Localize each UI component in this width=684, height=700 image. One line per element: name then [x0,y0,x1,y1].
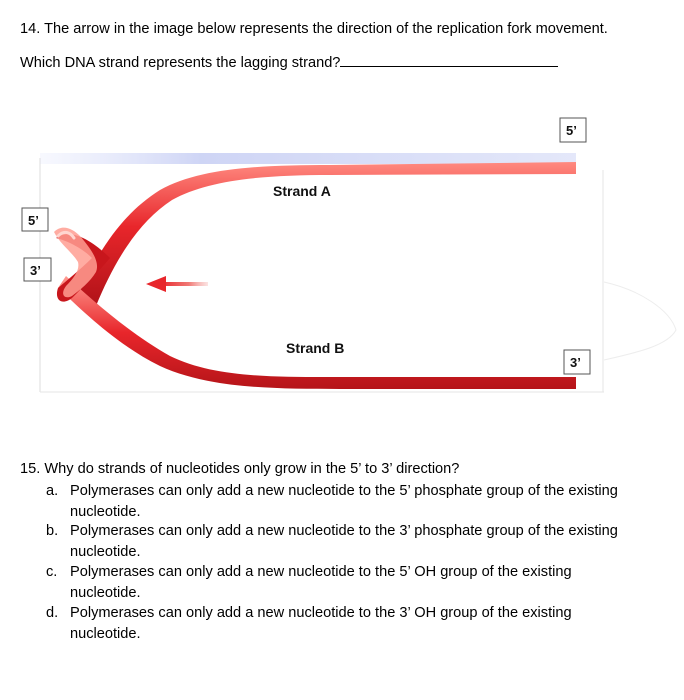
question-14-line-1: 14. The arrow in the image below represents the direction of the replication fork movement. [20,21,608,37]
option-d-line-1: Polymerases can only add a new nucleotide to the 3’ OH group of the existing [70,605,572,621]
faint-dashed-curve [604,282,676,360]
option-b-text [70,521,670,562]
option-d-line-2: nucleotide. [70,625,141,642]
option-a-line-2: nucleotide. [70,503,141,520]
option-b-line-2: nucleotide. [70,543,141,560]
option-b-line-1: Polymerases can only add a new nucleotide to the 3’ phosphate group of the existing [70,523,618,539]
arrow-head [146,276,166,292]
option-c-letter: c. [46,564,58,580]
label-bottom-right: 3’ [570,355,581,370]
option-a-text [70,481,670,522]
question-15: 15. Why do strands of nucleotides only grow in the 5’ to 3’ direction? [20,461,460,477]
label-left-top: 5’ [28,213,39,228]
strand-b [58,276,576,389]
option-a-line-1: Polymerases can only add a new nucleotide to the 5’ phosphate group of the existing [70,483,618,499]
strand-a-label: Strand A [273,183,331,199]
option-c-line-2: nucleotide. [70,584,141,601]
option-a-letter: a. [46,483,59,499]
question-14-prompt: Which DNA strand represents the lagging strand? [20,55,341,71]
option-c-line-1: Polymerases can only add a new nucleotide to the 5’ OH group of the existing [70,564,572,580]
label-top-right: 5’ [566,123,577,138]
strand-b-label: Strand B [286,340,345,356]
label-left-bottom: 3’ [30,263,41,278]
arrow-shaft [160,282,208,286]
option-d-text [70,603,670,644]
option-b-letter: b. [46,523,59,539]
option-d-letter: d. [46,605,59,621]
option-c-text [70,562,670,603]
blue-haze-band [40,153,576,164]
